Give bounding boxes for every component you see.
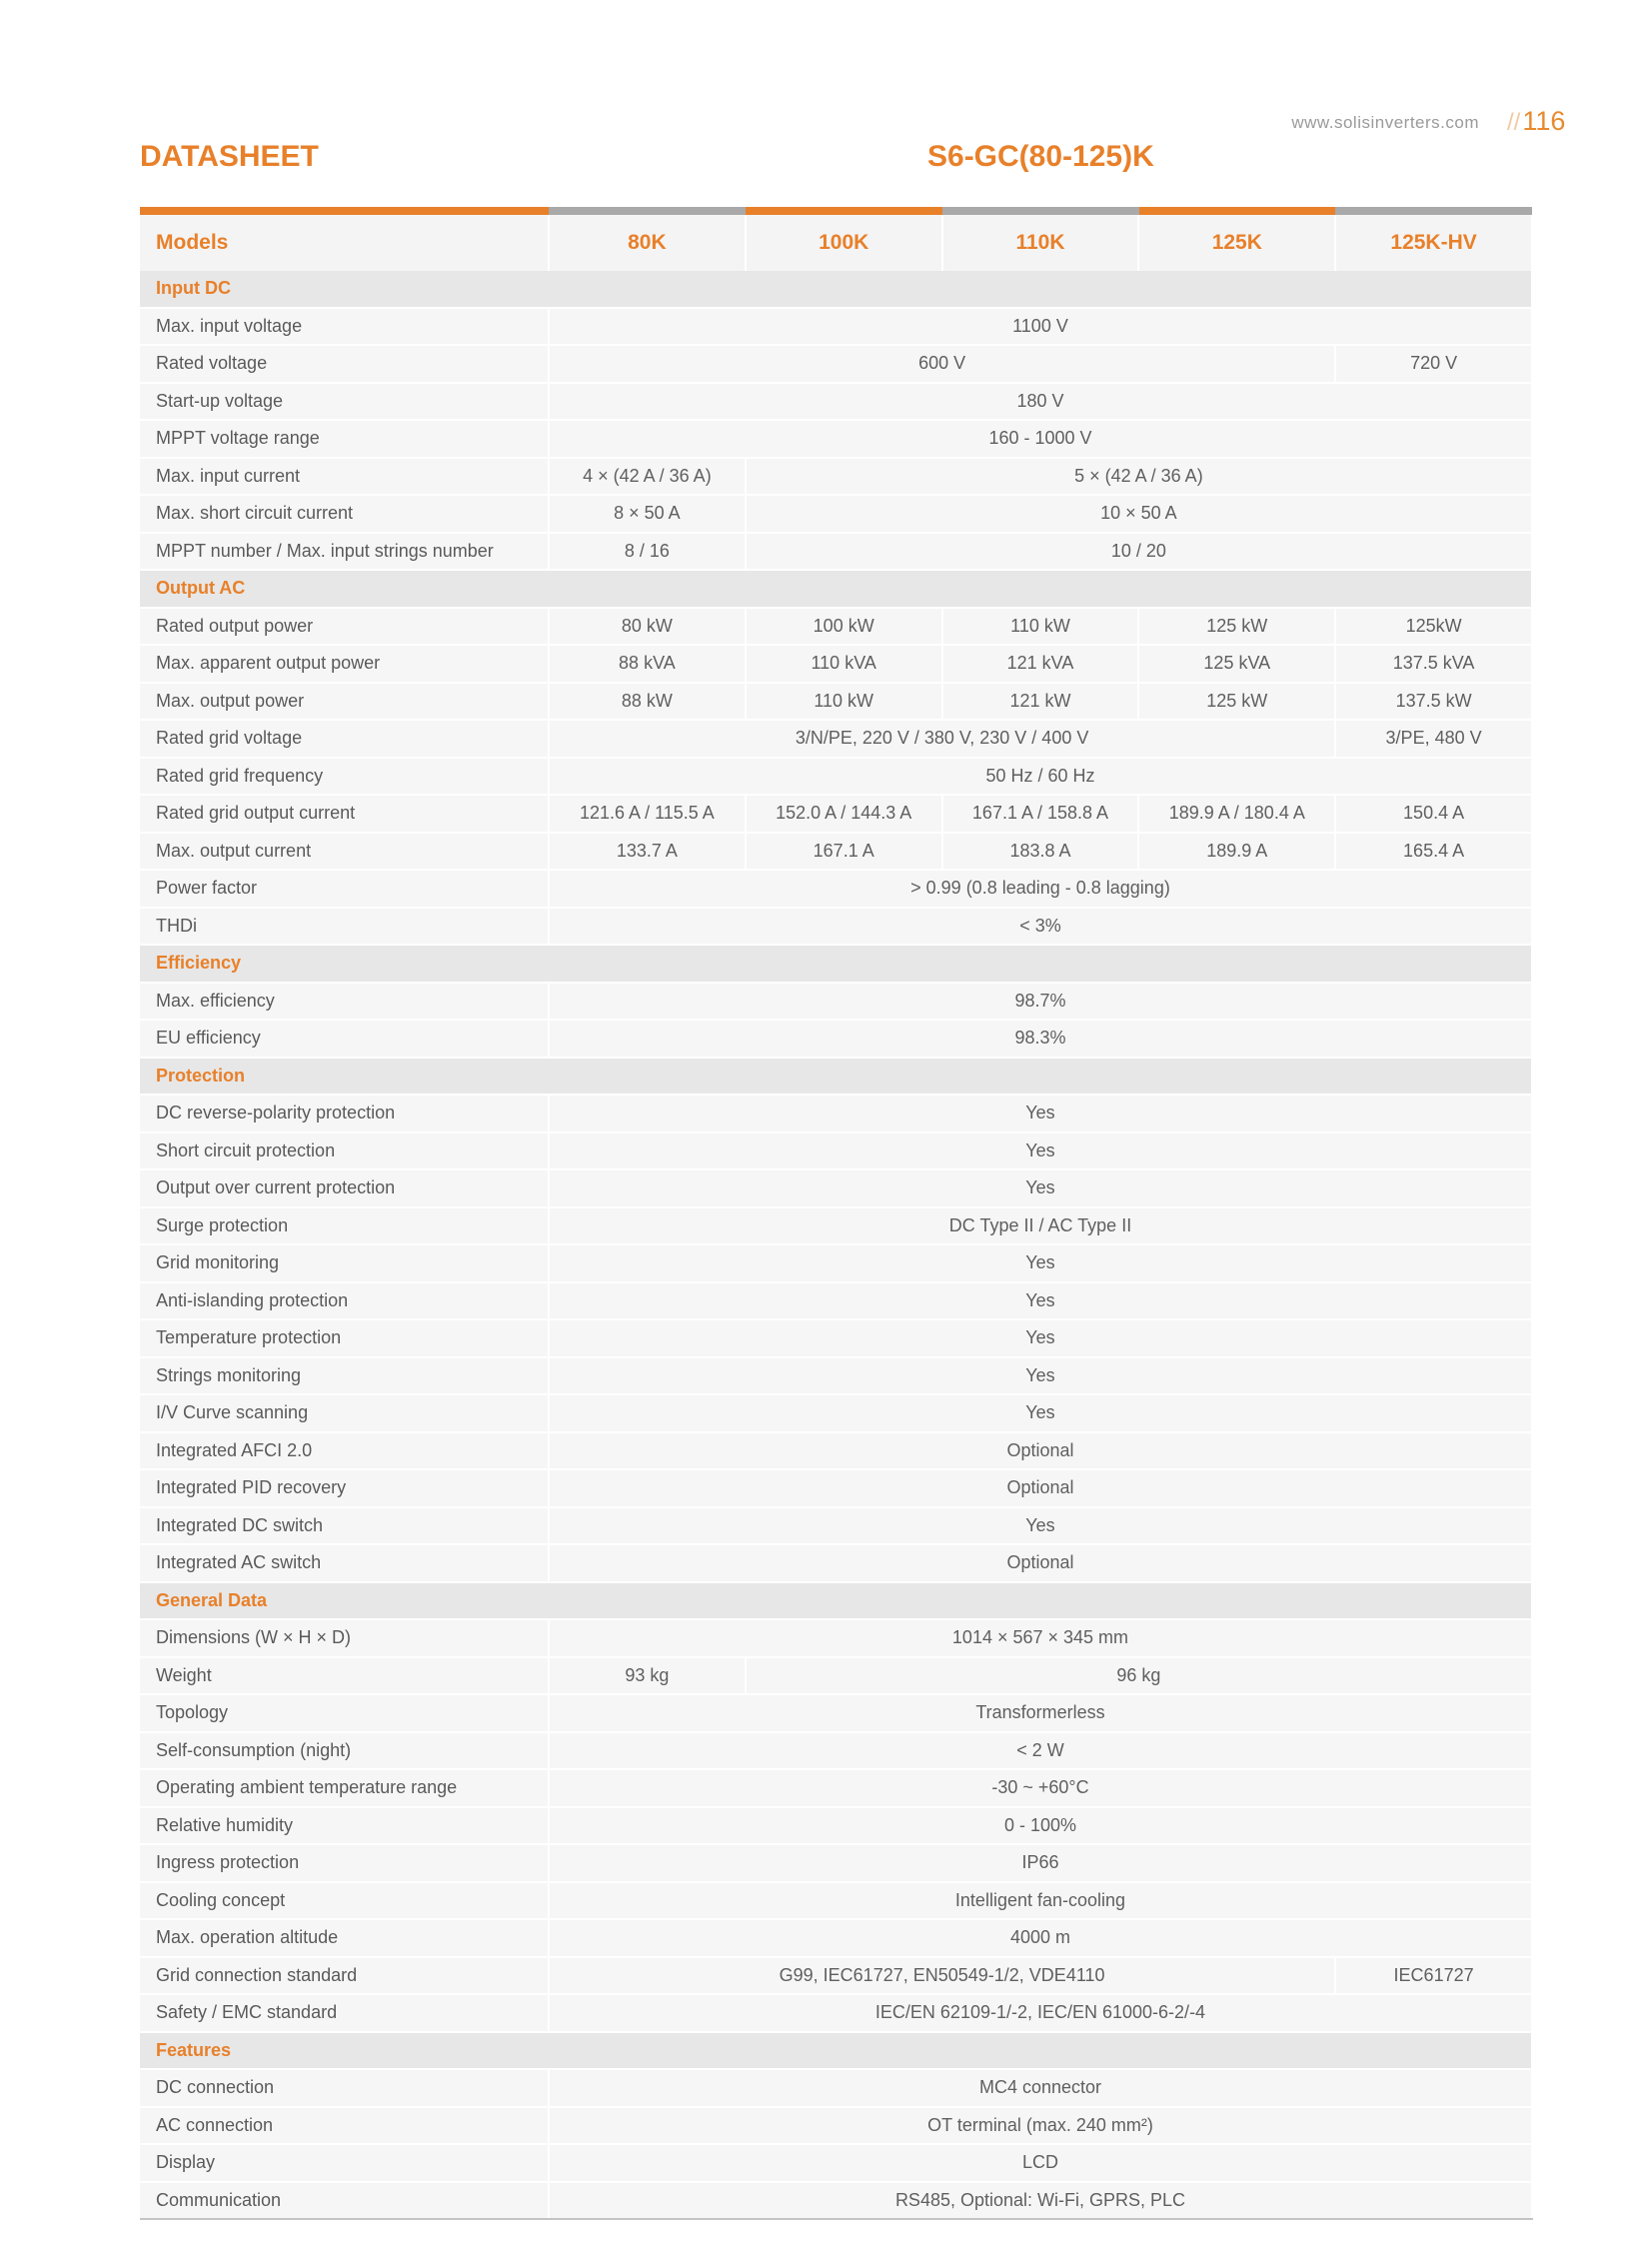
row-label: Rated output power — [140, 608, 549, 646]
row-label: DC reverse-polarity protection — [140, 1095, 549, 1132]
value-cell: > 0.99 (0.8 leading - 0.8 lagging) — [549, 870, 1532, 908]
value-cell: 100 kW — [746, 608, 942, 646]
table-row — [140, 2069, 1532, 2107]
table-row — [140, 1169, 1532, 1207]
bar-segment — [549, 207, 746, 215]
model-title: S6-GC(80-125)K — [927, 140, 1154, 173]
table-body — [140, 271, 1532, 2219]
value-cell: 133.7 A — [549, 833, 746, 871]
value-cell: 8 × 50 A — [549, 495, 746, 533]
table-row — [140, 495, 1532, 533]
table-row — [140, 1507, 1532, 1545]
section-title: Output AC — [140, 570, 1532, 608]
table-row — [140, 1357, 1532, 1395]
value-cell: Yes — [549, 1357, 1532, 1395]
value-cell: DC Type II / AC Type II — [549, 1207, 1532, 1245]
section-row — [140, 271, 1532, 308]
header-color-bar — [140, 207, 1532, 215]
value-cell: Optional — [549, 1432, 1532, 1470]
value-cell: 3/N/PE, 220 V / 380 V, 230 V / 400 V — [549, 720, 1335, 758]
table-row — [140, 1132, 1532, 1170]
value-cell: 180 V — [549, 383, 1532, 421]
row-label: Cooling concept — [140, 1882, 549, 1920]
row-label: Max. output current — [140, 833, 549, 871]
value-cell: 88 kVA — [549, 645, 746, 683]
value-cell: 110 kVA — [746, 645, 942, 683]
table-row — [140, 1394, 1532, 1432]
value-cell: 189.9 A / 180.4 A — [1138, 795, 1335, 833]
table-row — [140, 1469, 1532, 1507]
row-label: Output over current protection — [140, 1169, 549, 1207]
row-label: MPPT number / Max. input strings number — [140, 533, 549, 571]
value-cell: 1014 × 567 × 345 mm — [549, 1619, 1532, 1657]
row-label: Self-consumption (night) — [140, 1732, 549, 1770]
value-cell: IP66 — [549, 1844, 1532, 1882]
value-cell: 1100 V — [549, 308, 1532, 346]
table-row — [140, 1732, 1532, 1770]
row-label: Max. input current — [140, 458, 549, 496]
row-label: Short circuit protection — [140, 1132, 549, 1170]
value-cell: 121 kW — [942, 683, 1139, 721]
page-number-slashes: // — [1507, 109, 1521, 136]
value-cell: Optional — [549, 1544, 1532, 1582]
row-label: Max. input voltage — [140, 308, 549, 346]
table-row — [140, 758, 1532, 796]
value-cell: 50 Hz / 60 Hz — [549, 758, 1532, 796]
table-row — [140, 1882, 1532, 1920]
table-header-row — [140, 215, 1532, 271]
value-cell: 121.6 A / 115.5 A — [549, 795, 746, 833]
table-row — [140, 1769, 1532, 1807]
value-cell: Yes — [549, 1394, 1532, 1432]
header-cell: Models — [140, 215, 549, 271]
value-cell: 4 × (42 A / 36 A) — [549, 458, 746, 496]
row-label: Integrated DC switch — [140, 1507, 549, 1545]
value-cell: 137.5 kW — [1335, 683, 1532, 721]
value-cell: Intelligent fan-cooling — [549, 1882, 1532, 1920]
page-number-value: 116 — [1522, 106, 1566, 136]
value-cell: Yes — [549, 1244, 1532, 1282]
value-cell: MC4 connector — [549, 2069, 1532, 2107]
value-cell: 125 kW — [1138, 683, 1335, 721]
website-url: www.solisinverters.com — [1291, 113, 1479, 132]
table-row — [140, 1282, 1532, 1320]
value-cell: OT terminal (max. 240 mm²) — [549, 2107, 1532, 2145]
row-label: Integrated AFCI 2.0 — [140, 1432, 549, 1470]
table-row — [140, 1994, 1532, 2032]
section-title: Features — [140, 2032, 1532, 2070]
table-row — [140, 1432, 1532, 1470]
bar-segment — [140, 207, 549, 215]
value-cell: Yes — [549, 1282, 1532, 1320]
value-cell: 93 kg — [549, 1657, 746, 1695]
value-cell: IEC/EN 62109-1/-2, IEC/EN 61000-6-2/-4 — [549, 1994, 1532, 2032]
header-cell: 110K — [942, 215, 1139, 271]
table-row — [140, 795, 1532, 833]
value-cell: 189.9 A — [1138, 833, 1335, 871]
value-cell: 110 kW — [942, 608, 1139, 646]
datasheet-table-wrap — [140, 207, 1532, 2220]
table-row — [140, 1619, 1532, 1657]
table-row — [140, 1207, 1532, 1245]
table-row — [140, 1095, 1532, 1132]
table-row — [140, 645, 1532, 683]
row-label: Max. efficiency — [140, 983, 549, 1021]
row-label: Surge protection — [140, 1207, 549, 1245]
table-row — [140, 2182, 1532, 2220]
row-label: Integrated PID recovery — [140, 1469, 549, 1507]
value-cell: 183.8 A — [942, 833, 1139, 871]
value-cell: 98.7% — [549, 983, 1532, 1021]
row-label: Integrated AC switch — [140, 1544, 549, 1582]
section-row — [140, 570, 1532, 608]
datasheet-title: DATASHEET — [140, 140, 319, 173]
row-label: Display — [140, 2144, 549, 2182]
header-cell: 80K — [549, 215, 746, 271]
value-cell: Yes — [549, 1507, 1532, 1545]
value-cell: 165.4 A — [1335, 833, 1532, 871]
table-row — [140, 1244, 1532, 1282]
row-label: EU efficiency — [140, 1020, 549, 1058]
value-cell: 152.0 A / 144.3 A — [746, 795, 942, 833]
value-cell: Yes — [549, 1095, 1532, 1132]
table-row — [140, 533, 1532, 571]
header-cell: 125K-HV — [1335, 215, 1532, 271]
value-cell: 600 V — [549, 345, 1335, 383]
table-row — [140, 833, 1532, 871]
bar-segment — [1335, 207, 1532, 215]
value-cell: 4000 m — [549, 1919, 1532, 1957]
row-label: Rated grid frequency — [140, 758, 549, 796]
table-row — [140, 345, 1532, 383]
table-row — [140, 1919, 1532, 1957]
table-row — [140, 383, 1532, 421]
value-cell: 80 kW — [549, 608, 746, 646]
row-label: Weight — [140, 1657, 549, 1695]
bar-segment — [1139, 207, 1335, 215]
table-row — [140, 983, 1532, 1021]
row-label: Communication — [140, 2182, 549, 2220]
row-label: Grid connection standard — [140, 1957, 549, 1995]
table-row — [140, 870, 1532, 908]
table-row — [140, 908, 1532, 946]
row-label: Relative humidity — [140, 1807, 549, 1845]
row-label: Operating ambient temperature range — [140, 1769, 549, 1807]
row-label: Temperature protection — [140, 1319, 549, 1357]
value-cell: 167.1 A — [746, 833, 942, 871]
value-cell: 5 × (42 A / 36 A) — [746, 458, 1532, 496]
table-row — [140, 1020, 1532, 1058]
row-label: Start-up voltage — [140, 383, 549, 421]
table-row — [140, 1807, 1532, 1845]
value-cell: 125 kW — [1138, 608, 1335, 646]
section-row — [140, 945, 1532, 983]
row-label: Max. output power — [140, 683, 549, 721]
section-title: General Data — [140, 1582, 1532, 1620]
value-cell: 0 - 100% — [549, 1807, 1532, 1845]
value-cell: Yes — [549, 1132, 1532, 1170]
value-cell: 137.5 kVA — [1335, 645, 1532, 683]
row-label: Ingress protection — [140, 1844, 549, 1882]
value-cell: 125 kVA — [1138, 645, 1335, 683]
bar-segment — [746, 207, 942, 215]
table-row — [140, 683, 1532, 721]
row-label: Rated grid voltage — [140, 720, 549, 758]
row-label: Max. apparent output power — [140, 645, 549, 683]
row-label: DC connection — [140, 2069, 549, 2107]
row-label: Topology — [140, 1694, 549, 1732]
table-row — [140, 1544, 1532, 1582]
value-cell: 167.1 A / 158.8 A — [942, 795, 1139, 833]
row-label: Power factor — [140, 870, 549, 908]
table-row — [140, 2144, 1532, 2182]
value-cell: 125kW — [1335, 608, 1532, 646]
datasheet-table — [140, 215, 1533, 2220]
row-label: THDi — [140, 908, 549, 946]
table-row — [140, 720, 1532, 758]
row-label: Dimensions (W × H × D) — [140, 1619, 549, 1657]
row-label: Max. operation altitude — [140, 1919, 549, 1957]
row-label: I/V Curve scanning — [140, 1394, 549, 1432]
value-cell: Yes — [549, 1169, 1532, 1207]
value-cell: Yes — [549, 1319, 1532, 1357]
value-cell: 720 V — [1335, 345, 1532, 383]
section-title: Efficiency — [140, 945, 1532, 983]
table-row — [140, 308, 1532, 346]
page-number — [1507, 106, 1565, 137]
table-row — [140, 608, 1532, 646]
table-row — [140, 420, 1532, 458]
value-cell: -30 ~ +60°C — [549, 1769, 1532, 1807]
bar-segment — [942, 207, 1139, 215]
value-cell: 98.3% — [549, 1020, 1532, 1058]
value-cell: 110 kW — [746, 683, 942, 721]
row-label: Grid monitoring — [140, 1244, 549, 1282]
table-row — [140, 1844, 1532, 1882]
table-row — [140, 1319, 1532, 1357]
value-cell: LCD — [549, 2144, 1532, 2182]
section-title: Protection — [140, 1058, 1532, 1096]
section-row — [140, 1582, 1532, 1620]
row-label: MPPT voltage range — [140, 420, 549, 458]
value-cell: RS485, Optional: Wi-Fi, GPRS, PLC — [549, 2182, 1532, 2220]
value-cell: 160 - 1000 V — [549, 420, 1532, 458]
row-label: Rated grid output current — [140, 795, 549, 833]
section-row — [140, 1058, 1532, 1096]
section-row — [140, 2032, 1532, 2070]
header-cell: 125K — [1138, 215, 1335, 271]
table-row — [140, 1657, 1532, 1695]
row-label: Anti-islanding protection — [140, 1282, 549, 1320]
value-cell: IEC61727 — [1335, 1957, 1532, 1995]
table-row — [140, 458, 1532, 496]
value-cell: G99, IEC61727, EN50549-1/2, VDE4110 — [549, 1957, 1335, 1995]
table-row — [140, 1957, 1532, 1995]
value-cell: 10 / 20 — [746, 533, 1532, 571]
section-title: Input DC — [140, 271, 1532, 308]
value-cell: Optional — [549, 1469, 1532, 1507]
value-cell: 96 kg — [746, 1657, 1532, 1695]
row-label: Safety / EMC standard — [140, 1994, 549, 2032]
row-label: Max. short circuit current — [140, 495, 549, 533]
value-cell: 10 × 50 A — [746, 495, 1532, 533]
value-cell: 150.4 A — [1335, 795, 1532, 833]
value-cell: 88 kW — [549, 683, 746, 721]
value-cell: < 3% — [549, 908, 1532, 946]
table-row — [140, 2107, 1532, 2145]
value-cell: 3/PE, 480 V — [1335, 720, 1532, 758]
row-label: AC connection — [140, 2107, 549, 2145]
value-cell: Transformerless — [549, 1694, 1532, 1732]
value-cell: < 2 W — [549, 1732, 1532, 1770]
row-label: Rated voltage — [140, 345, 549, 383]
row-label: Strings monitoring — [140, 1357, 549, 1395]
table-row — [140, 1694, 1532, 1732]
header-cell: 100K — [746, 215, 942, 271]
value-cell: 8 / 16 — [549, 533, 746, 571]
value-cell: 121 kVA — [942, 645, 1139, 683]
